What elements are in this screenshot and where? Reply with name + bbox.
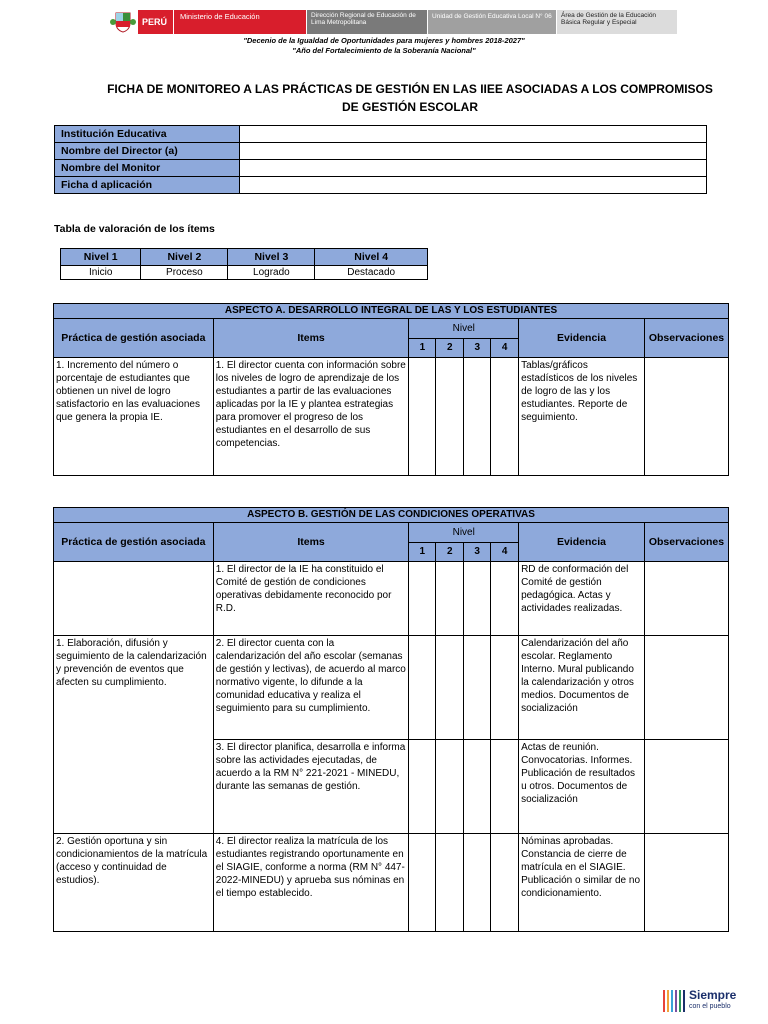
col-nivel-2: 2 — [436, 542, 464, 562]
title-line-2: DE GESTIÓN ESCOLAR — [341, 100, 478, 114]
info-value-institucion[interactable] — [240, 126, 707, 143]
level-header-1: Nivel 1 — [61, 249, 141, 266]
aspecto-b-item-4-nivel-4[interactable] — [491, 834, 519, 932]
aspecto-a-item-1: 1. El director cuenta con información sobre los niveles de logro de aprendizaje de los estudiantes a partir de las evaluaciones aplicadas por la IE y plantea estrategias para promover el progreso de los estudiantes en el desarrollo de sus competencias. — [213, 358, 409, 476]
col-practica: Práctica de gestión asociada — [54, 319, 214, 358]
aspecto-b-practica-1: 1. Elaboración, difusión y seguimiento de la calendarización y prevención de eventos que afecten su cumplimiento. — [54, 636, 214, 834]
ministerio-label: Ministerio de Educación — [173, 10, 306, 34]
aspecto-a-item-1-nivel-4[interactable] — [491, 358, 519, 476]
aspecto-b-item-1: 1. El director de la IE ha constituido el Comité de gestión de condiciones operativas debidamente reconocido por R.D. — [213, 562, 409, 636]
aspecto-b-item-1-nivel-3[interactable] — [464, 562, 491, 636]
aspecto-a-item-1-nivel-2[interactable] — [436, 358, 464, 476]
aspecto-b-practica-2: 2. Gestión oportuna y sin condicionamientos de la matrícula (acceso y continuidad de estudios). — [54, 834, 214, 932]
col-nivel-4: 4 — [491, 542, 519, 562]
info-value-director[interactable] — [240, 143, 707, 160]
col-evidencia: Evidencia — [519, 523, 645, 562]
level-header-4: Nivel 4 — [315, 249, 428, 266]
levels-table — [60, 248, 428, 280]
aspecto-b-evidencia-1: RD de conformación del Comité de gestión pedagógica. Actas y actividades realizadas. — [519, 562, 645, 636]
level-value-1: Inicio — [61, 266, 141, 280]
col-nivel: Nivel — [409, 319, 519, 339]
col-nivel-1: 1 — [409, 338, 436, 358]
aspecto-b-item-3-nivel-4[interactable] — [491, 740, 519, 834]
aspecto-a-observaciones-1[interactable] — [644, 358, 728, 476]
logo-line-1: Siempre — [689, 988, 737, 1002]
peru-shield-icon — [108, 10, 138, 34]
aspecto-b-observaciones-4[interactable] — [644, 834, 728, 932]
aspecto-b-item-3-nivel-3[interactable] — [464, 740, 491, 834]
peru-label: PERÚ — [138, 10, 173, 34]
aspecto-a-evidencia-1: Tablas/gráficos estadísticos de los niveles de logro de las y los estudiantes. Reporte de seguimiento. — [519, 358, 645, 476]
aspecto-a-item-1-nivel-3[interactable] — [464, 358, 491, 476]
aspecto-b-title: ASPECTO B. GESTIÓN DE LAS CONDICIONES OPERATIVAS — [54, 508, 729, 523]
aspecto-b-evidencia-4: Nóminas aprobadas. Constancia de cierre de matrícula en el SIAGIE. Publicación o similar de no condicionamiento. — [519, 834, 645, 932]
info-label-monitor: Nombre del Monitor — [55, 160, 240, 177]
aspecto-b-item-4-nivel-1[interactable] — [409, 834, 436, 932]
aspecto-b-item-1-nivel-2[interactable] — [436, 562, 464, 636]
valoracion-label: Tabla de valoración de los ítems — [54, 223, 215, 235]
header-banner — [108, 10, 680, 34]
aspecto-b-observaciones-2[interactable] — [644, 636, 728, 740]
info-label-director: Nombre del Director (a) — [55, 143, 240, 160]
aspecto-b-evidencia-3: Actas de reunión. Convocatorias. Informes. Publicación de resultados u otros. Documentos de socialización — [519, 740, 645, 834]
aspecto-b-item-3: 3. El director planifica, desarrolla e informa sobre las actividades ejecutadas, de acuerdo a la RM N° 221-2021 - MINEDU, durante las semanas de gestión. — [213, 740, 409, 834]
col-items: Items — [213, 319, 409, 358]
level-header-3: Nivel 3 — [228, 249, 315, 266]
aspecto-a-practica-1: 1. Incremento del número o porcentaje de estudiantes que obtienen un nivel de logro satisfactorio en las evaluaciones que genera la propia IE. — [54, 358, 214, 476]
level-header-2: Nivel 2 — [141, 249, 228, 266]
aspecto-b-item-2-nivel-3[interactable] — [464, 636, 491, 740]
page-title — [60, 80, 760, 116]
col-nivel: Nivel — [409, 523, 519, 543]
title-line-1: FICHA DE MONITOREO A LAS PRÁCTICAS DE GESTIÓN EN LAS IIEE ASOCIADAS A LOS COMPROMISOS — [107, 82, 713, 96]
ugel-label: Unidad de Gestión Educativa Local N° 06 — [427, 10, 556, 34]
col-practica: Práctica de gestión asociada — [54, 523, 214, 562]
col-nivel-3: 3 — [464, 542, 491, 562]
aspecto-b-evidencia-2: Calendarización del año escolar. Reglamento Interno. Mural publicando la calendarización y otros medios. Documentos de socialización — [519, 636, 645, 740]
aspecto-b-observaciones-3[interactable] — [644, 740, 728, 834]
info-table — [54, 125, 707, 194]
aspecto-b-item-2-nivel-1[interactable] — [409, 636, 436, 740]
motto-decenio: "Decenio de la Igualdad de Oportunidades para mujeres y hombres 2018-2027" — [243, 36, 525, 45]
area-label: Área de Gestión de la Educación Básica Regular y Especial — [556, 10, 677, 34]
col-observaciones: Observaciones — [644, 319, 728, 358]
aspecto-b-item-4-nivel-3[interactable] — [464, 834, 491, 932]
aspecto-a-item-1-nivel-1[interactable] — [409, 358, 436, 476]
logo-text — [689, 990, 736, 1012]
aspecto-b-item-4: 4. El director realiza la matrícula de los estudiantes registrando oportunamente en el SIAGIE, conforme a norma (RM N° 447-2022-MINEDU) y aprueba sus nóminas en el tiempo establecido. — [213, 834, 409, 932]
info-label-institucion: Institución Educativa — [55, 126, 240, 143]
level-value-3: Logrado — [228, 266, 315, 280]
aspecto-b-item-3-nivel-2[interactable] — [436, 740, 464, 834]
logo-bars-icon — [663, 990, 685, 1012]
col-nivel-3: 3 — [464, 338, 491, 358]
aspecto-b-item-4-nivel-2[interactable] — [436, 834, 464, 932]
aspecto-b-item-2-nivel-4[interactable] — [491, 636, 519, 740]
aspecto-b-table — [53, 507, 729, 932]
col-nivel-2: 2 — [436, 338, 464, 358]
col-nivel-4: 4 — [491, 338, 519, 358]
siempre-con-el-pueblo-logo — [663, 990, 736, 1012]
aspecto-b-practica-empty — [54, 562, 214, 636]
dre-label: Dirección Regional de Educación de Lima Metropolitana — [306, 10, 427, 34]
aspecto-b-item-1-nivel-1[interactable] — [409, 562, 436, 636]
info-value-monitor[interactable] — [240, 160, 707, 177]
aspecto-b-item-2: 2. El director cuenta con la calendarización del año escolar (semanas de gestión y lectivas), de acuerdo al marco normativo vigente, lo difunde a la comunidad educativa y realiza el seguimiento para su cumplimiento. — [213, 636, 409, 740]
aspecto-b-observaciones-1[interactable] — [644, 562, 728, 636]
logo-line-2: con el pueblo — [689, 1003, 731, 1010]
level-value-2: Proceso — [141, 266, 228, 280]
aspecto-b-item-2-nivel-2[interactable] — [436, 636, 464, 740]
col-nivel-1: 1 — [409, 542, 436, 562]
col-evidencia: Evidencia — [519, 319, 645, 358]
aspecto-a-table — [53, 303, 729, 476]
info-label-ficha: Ficha d aplicación — [55, 177, 240, 194]
info-value-ficha[interactable] — [240, 177, 707, 194]
aspecto-b-item-3-nivel-1[interactable] — [409, 740, 436, 834]
aspecto-b-item-1-nivel-4[interactable] — [491, 562, 519, 636]
col-items: Items — [213, 523, 409, 562]
motto-anio: "Año del Fortalecimiento de la Soberanía Nacional" — [292, 46, 476, 55]
level-value-4: Destacado — [315, 266, 428, 280]
aspecto-a-title: ASPECTO A. DESARROLLO INTEGRAL DE LAS Y LOS ESTUDIANTES — [54, 304, 729, 319]
col-observaciones: Observaciones — [644, 523, 728, 562]
